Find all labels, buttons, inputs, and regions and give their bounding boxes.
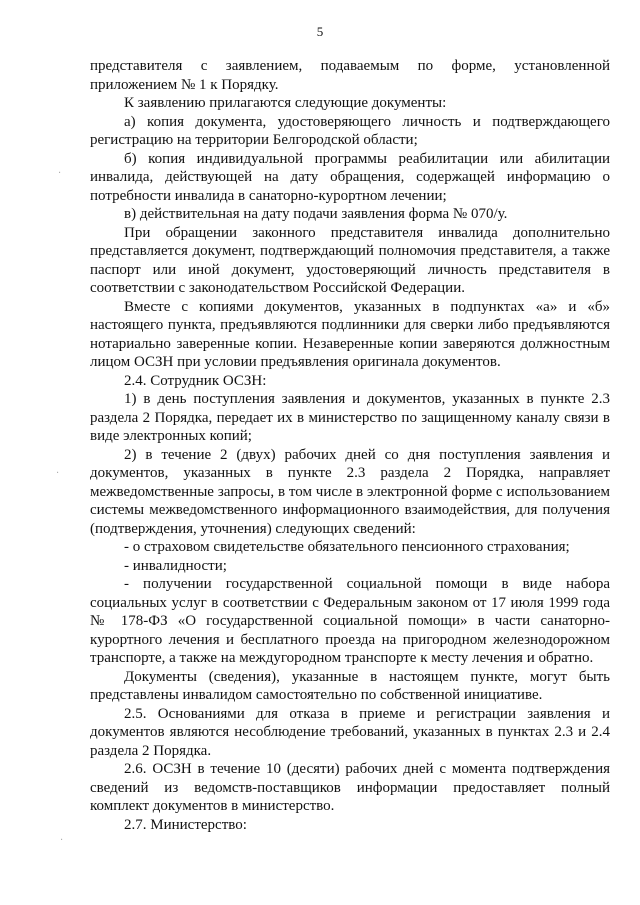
paragraph-copies: Вместе с копиями документов, указанных в подпунктах «а» и «б» настоящего пункта, предъявляются подлинники для сверки либо предъявляются нотариально заверенные копии. Незаверенные копии заверяются должностным лицом ОСЗН при условии предъявления оригинала документов. [90,298,610,370]
paragraph-legal-representative: При обращении законного представителя инвалида дополнительно представляется документ, подтверждающий полномочия представителя, а также паспорт или иной документ, удостоверяющий личность представителя в соответствии с законодательством Российской Федерации. [90,224,610,296]
section-2-4-heading: 2.4. Сотрудник ОСЗН: [124,372,267,389]
list-item-a: а) копия документа, удостоверяющего личность и подтверждающего регистрацию на территории Белгородской области; [90,113,610,148]
paragraph-documents-optional: Документы (сведения), указанные в настоящем пункте, могут быть представлены инвалидом самостоятельно по собственной инициативе. [90,668,610,703]
section-2-7-heading: 2.7. Министерство: [124,816,247,833]
paragraph-attachments-intro: К заявлению прилагаются следующие документы: [124,95,447,111]
bullet-social-assistance: - получении государственной социальной помощи в виде набора социальных услуг в соответствии с Федеральным законом от 17 июля 1999 года № 178-ФЗ «О государственной социальной помощи» в части санаторно-курортного лечения и бесплатного проезда на пригородном железнодорожном транспорте, а также на междугородном транспорте к месту лечения и обратно. [90,576,610,666]
section-2-4-item-2: 2) в течение 2 (двух) рабочих дней со дня поступления заявления и документов, указанных в пункте 2.3 раздела 2 Порядка, направляет межведомственные запросы, в том числе в электронной форме с использованием системы межведомственного информационного взаимодействия, для получения (подтверждения, уточнения) следующих сведений: [90,446,610,537]
scan-speck: · [56,468,60,479]
scan-speck: · [60,835,64,846]
section-2-4-item-1: 1) в день поступления заявления и документов, указанных в пункте 2.3 раздела 2 Порядка, передает их в министерство по защищенному каналу связи в виде электронных копий; [90,391,610,444]
list-item-b: б) копия индивидуальной программы реабилитации или абилитации инвалида, действующей на дату обращения, содержащей информацию о потребности инвалида в санаторно-курортном лечении; [90,150,610,204]
paragraph-continuation: представителя с заявлением, подаваемым по форме, установленной приложением № 1 к Порядку. [90,58,610,93]
bullet-insurance: - о страховом свидетельстве обязательного пенсионного страхования; [124,539,570,555]
section-2-6: 2.6. ОСЗН в течение 10 (десяти) рабочих дней с момента подтверждения сведений из ведомств-поставщиков информации предоставляет полный комплект документов в министерство. [90,761,610,814]
bullet-disability: - инвалидности; [124,557,227,574]
document-body [90,57,610,834]
section-2-5: 2.5. Основаниями для отказа в приеме и регистрации заявления и документов являются несоблюдение требований, указанных в пунктах 2.3 и 2.4 раздела 2 Порядка. [90,705,610,759]
page-number: 5 [316,24,324,39]
scan-speck: · [58,168,62,179]
list-item-v: в) действительная на дату подачи заявления форма № 070/у. [124,206,508,222]
